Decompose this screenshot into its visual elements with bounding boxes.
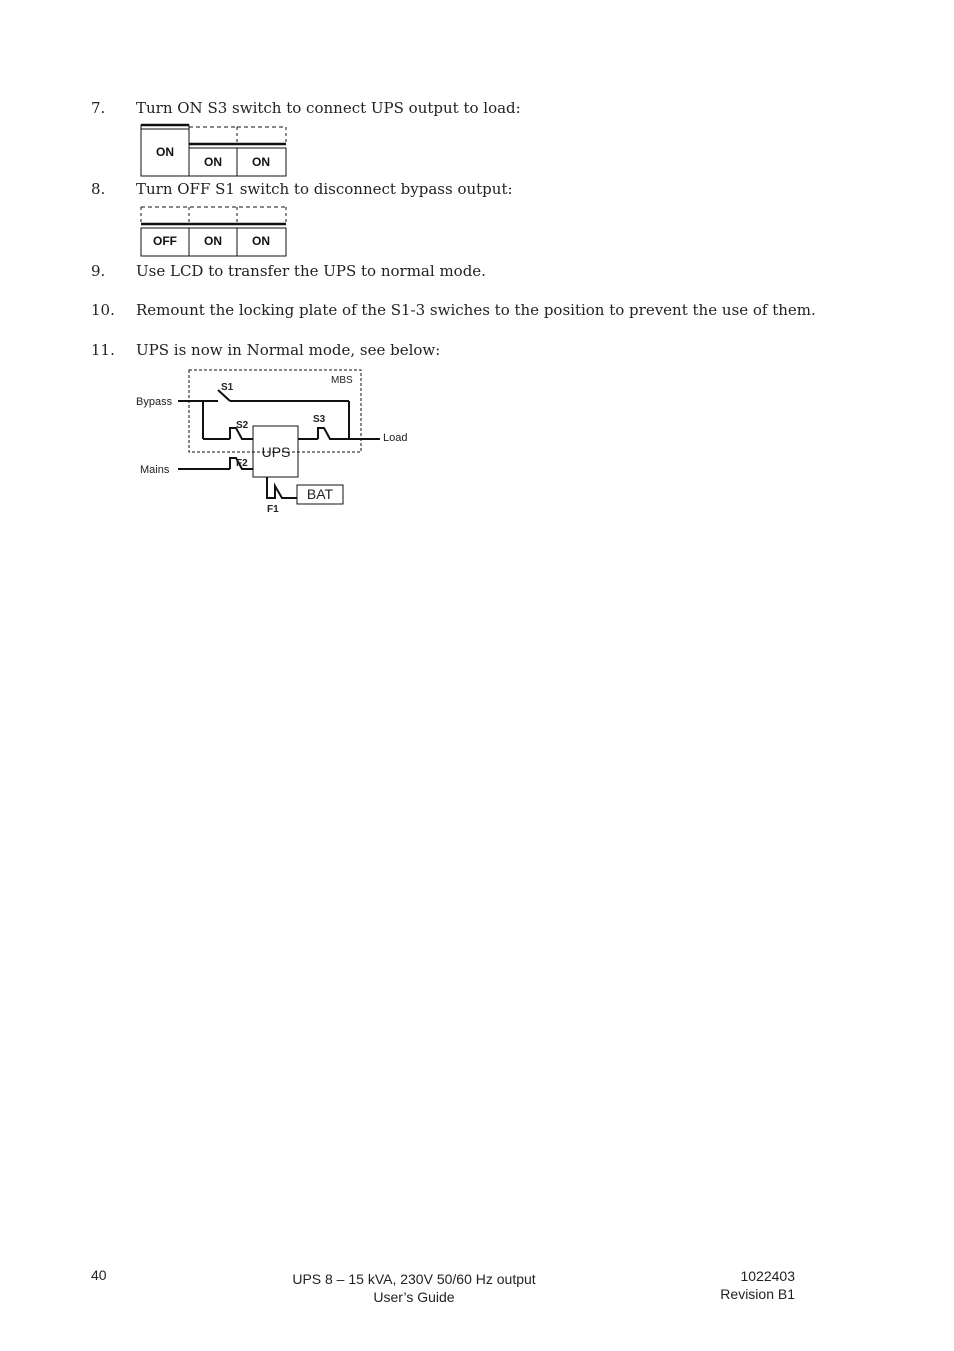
f1-label: F1 — [267, 504, 279, 515]
footer-title — [0, 1270, 828, 1306]
normal-mode-diagram — [130, 362, 420, 522]
fuse-f1-contact — [267, 477, 297, 498]
switch-s1-label: ON — [156, 145, 174, 159]
s1-label: S1 — [221, 382, 234, 393]
switch-panel-step-7 — [138, 122, 290, 180]
switch-s2-label: ON — [204, 155, 222, 169]
switch-s3-label: ON — [252, 234, 270, 248]
page-number: 40 — [91, 1267, 107, 1283]
step-number: 10. — [91, 301, 115, 319]
step-number: 8. — [91, 180, 106, 198]
step-text: Use LCD to transfer the UPS to normal mode. — [136, 262, 486, 280]
step-text: Remount the locking plate of the S1-3 swiches to the position to prevent the use of them. — [136, 301, 816, 319]
mbs-label: MBS — [331, 375, 353, 386]
revision: Revision B1 — [720, 1286, 795, 1302]
bat-label: BAT — [306, 486, 334, 502]
s3-label: S3 — [313, 414, 326, 425]
bypass-label: Bypass — [136, 396, 173, 408]
s2-label: S2 — [236, 420, 249, 431]
step-text: Turn OFF S1 switch to disconnect bypass output: — [136, 180, 513, 198]
mains-label: Mains — [140, 464, 170, 476]
step-number: 9. — [91, 262, 106, 280]
footer-title-line2: User’s Guide — [373, 1289, 455, 1305]
switch-s3-label: ON — [252, 155, 270, 169]
step-number: 11. — [91, 341, 115, 359]
switch-s1-label: OFF — [153, 234, 177, 248]
ups-label: UPS — [261, 444, 291, 460]
doc-number: 1022403 — [740, 1268, 795, 1284]
switch-panel-step-8 — [138, 202, 290, 260]
switch-s2-label: ON — [204, 234, 222, 248]
load-label: Load — [383, 432, 408, 444]
step-number: 7. — [91, 99, 106, 117]
footer-title-line1: UPS 8 – 15 kVA, 230V 50/60 Hz output — [292, 1271, 536, 1287]
step-text: UPS is now in Normal mode, see below: — [136, 341, 441, 359]
step-text: Turn ON S3 switch to connect UPS output to load: — [136, 99, 521, 117]
f2-label: F2 — [236, 458, 248, 469]
footer-doc-info — [720, 1267, 795, 1303]
